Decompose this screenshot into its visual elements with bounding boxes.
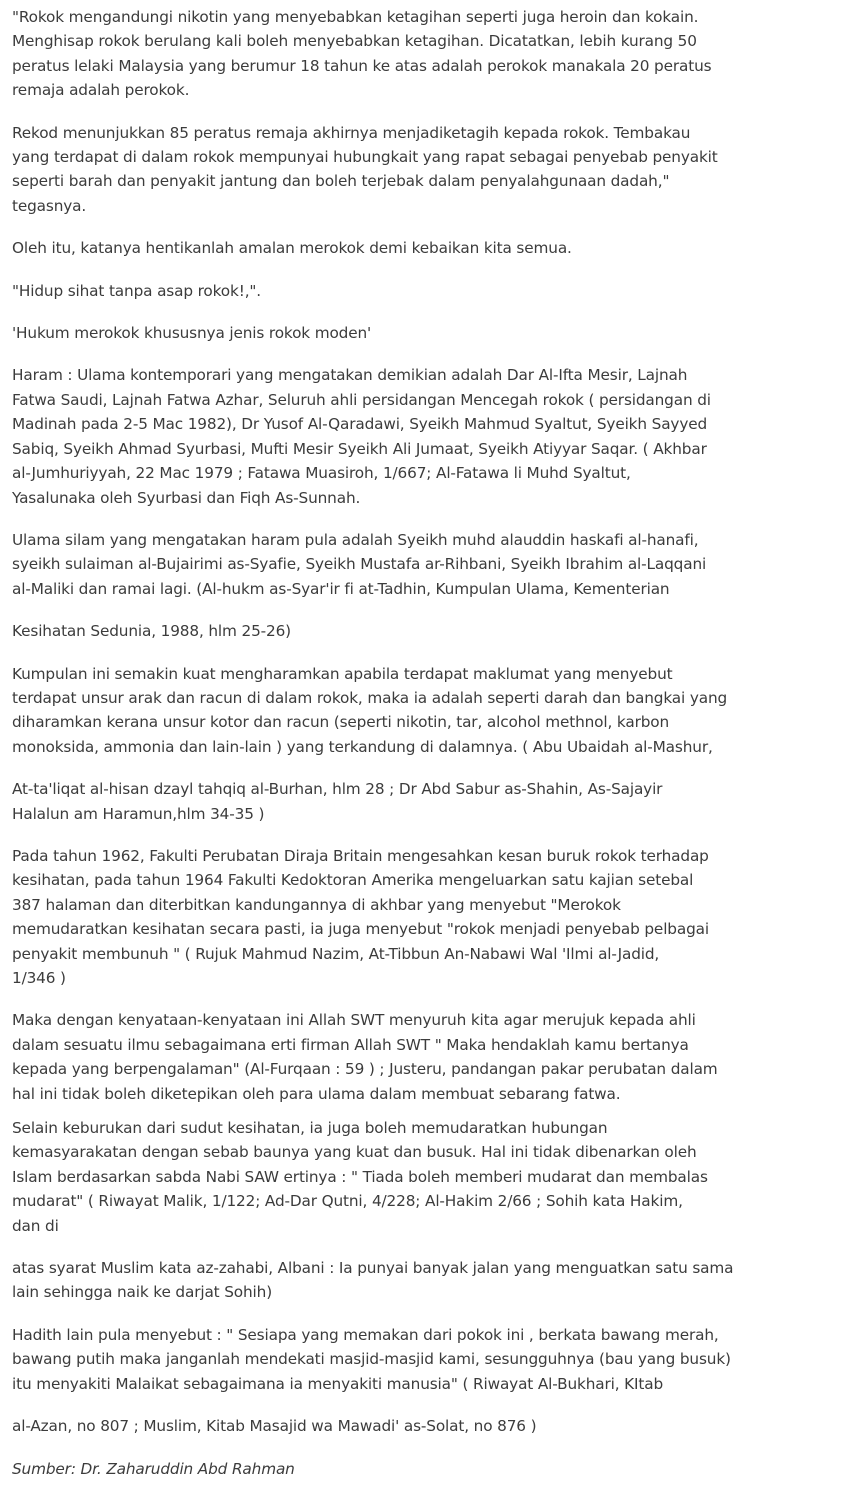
paragraph-ask-experts: Maka dengan kenyataan-kenyataan ini Allah SWT menyuruh kita agar merujuk kepada ahli dalam sesuatu ilmu sebagaimana erti firman Allah SWT " Maka hendaklah kamu bertanya kepada yang berpengalaman" (Al-Furqaan : 59 ) ; Justeru, pandangan pakar perubatan dalam hal ini tidak boleh diketepikan oleh para ulama dalam membuat sebarang fatwa. bbox=[12, 1011, 718, 1103]
article-body bbox=[12, 5, 834, 1481]
paragraph-ruling-heading: 'Hukum merokok khususnya jenis rokok moden' bbox=[12, 324, 372, 343]
paragraph-sohih-grading: atas syarat Muslim kata az-zahabi, Albani : Ia punyai banyak jalan yang menguatkan satu sama lain sehingga naik ke darjat Sohih) bbox=[12, 1259, 734, 1302]
paragraph-social-harm: Selain keburukan dari sudut kesihatan, ia juga boleh memudaratkan hubungan kemasyarakatan dengan sebab baunya yang kuat dan busuk. Hal ini tidak dibenarkan oleh Islam berdasarkan sabda Nabi SAW ertinya : " Tiada boleh memberi mudarat dan membalas mudarat" ( Riwayat Malik, 1/122; Ad-Dar Qutni, 4/228; Al-Hakim 2/66 ; Sohih kata Hakim, dan di bbox=[12, 1119, 708, 1235]
paragraph-bukhari-muslim-reference: al-Azan, no 807 ; Muslim, Kitab Masajid wa Mawadi' as-Solat, no 876 ) bbox=[12, 1417, 537, 1436]
paragraph-stop-smoking: Oleh itu, katanya hentikanlah amalan merokok demi kebaikan kita semua. bbox=[12, 239, 572, 258]
paragraph-teen-smokers: Rekod menunjukkan 85 peratus remaja akhirnya menjadiketagih kepada rokok. Tembakau yang terdapat di dalam rokok mempunyai hubungkait yang rapat sebagai penyebab penyakit seperti barah dan penyakit jantung dan boleh terjebak dalam penyalahgunaan dadah," tegasnya. bbox=[12, 123, 718, 215]
paragraph-nicotine-addiction: "Rokok mengandungi nikotin yang menyebabkan ketagihan seperti juga heroin dan kokain. Menghisap rokok berulang kali boleh menyebabkan ketagihan. Dicatatkan, lebih kurang 50 peratus lelaki Malaysia yang berumur 18 tahun ke atas adalah perokok manakala 20 peratus remaja adalah perokok. bbox=[12, 8, 712, 100]
paragraph-classical-scholars: Ulama silam yang mengatakan haram pula adalah Syeikh muhd alauddin haskafi al-hanafi, syeikh sulaiman al-Bujairimi as-Syafie, Syeikh Mustafa ar-Rihbani, Syeikh Ibrahim al-Laqqani al-Maliki dan ramai lagi. (Al-hukm as-Syar'ir fi at-Tadhin, Kumpulan Ulama, Kementerian bbox=[12, 530, 707, 598]
paragraph-onion-garlic-hadith: Hadith lain pula menyebut : " Sesiapa yang memakan dari pokok ini , berkata bawang merah, bawang putih maka janganlah mendekati masjid-masjid kami, sesungguhnya (bau yang busuk) itu menyakiti Malaikat sebagaimana ia menyakiti manusia" ( Riwayat Al-Bukhari, KItab bbox=[12, 1325, 731, 1393]
paragraph-harmful-substances: Kumpulan ini semakin kuat mengharamkan apabila terdapat maklumat yang menyebut terdapat unsur arak dan racun di dalam rokok, maka ia adalah seperti darah dan bangkai yang diharamkan kerana unsur kotor dan racun (seperti nikotin, tar, alcohol methnol, karbon monoksida, ammonia dan lain-lain ) yang terkandung di dalamnya. ( Abu Ubaidah al-Mashur, bbox=[12, 664, 728, 756]
paragraph-who-reference: Kesihatan Sedunia, 1988, hlm 25-26) bbox=[12, 622, 291, 641]
paragraph-medical-findings: Pada tahun 1962, Fakulti Perubatan Diraja Britain mengesahkan kesan buruk rokok terhadap kesihatan, pada tahun 1964 Fakulti Kedoktoran Amerika mengeluarkan satu kajian setebal 387 halaman dan diterbitkan kandungannya di akhbar yang menyebut "Merokok memudaratkan kesihatan secara pasti, ia juga menyebut "rokok menjadi penyebab pelbagai penyakit membunuh " ( Rujuk Mahmud Nazim, At-Tibbun An-Nabawi Wal 'Ilmi al-Jadid, 1/346 ) bbox=[12, 846, 709, 987]
paragraph-tahqiq-reference: At-ta'liqat al-hisan dzayl tahqiq al-Burhan, hlm 28 ; Dr Abd Sabur as-Shahin, As-Sajayir Halalun am Haramun,hlm 34-35 ) bbox=[12, 780, 663, 823]
paragraph-contemporary-scholars: Haram : Ulama kontemporari yang mengatakan demikian adalah Dar Al-Ifta Mesir, Lajnah Fatwa Saudi, Lajnah Fatwa Azhar, Seluruh ahli persidangan Mencegah rokok ( persidangan di Madinah pada 2-5 Mac 1982), Dr Yusof Al-Qaradawi, Syeikh Mahmud Syaltut, Syeikh Sayyed Sabiq, Syeikh Ahmad Syurbasi, Mufti Mesir Syeikh Ali Jumaat, Syeikh Atiyyar Saqar. ( Akhbar al-Jumhuriyyah, 22 Mac 1979 ; Fatawa Muasiroh, 1/667; Al-Fatawa li Muhd Syaltut, Yasalunaka oleh Syurbasi dan Fiqh As-Sunnah. bbox=[12, 366, 711, 507]
source-credit: Sumber: Dr. Zaharuddin Abd Rahman bbox=[12, 1459, 295, 1478]
paragraph-slogan: "Hidup sihat tanpa asap rokok!,". bbox=[12, 281, 262, 300]
